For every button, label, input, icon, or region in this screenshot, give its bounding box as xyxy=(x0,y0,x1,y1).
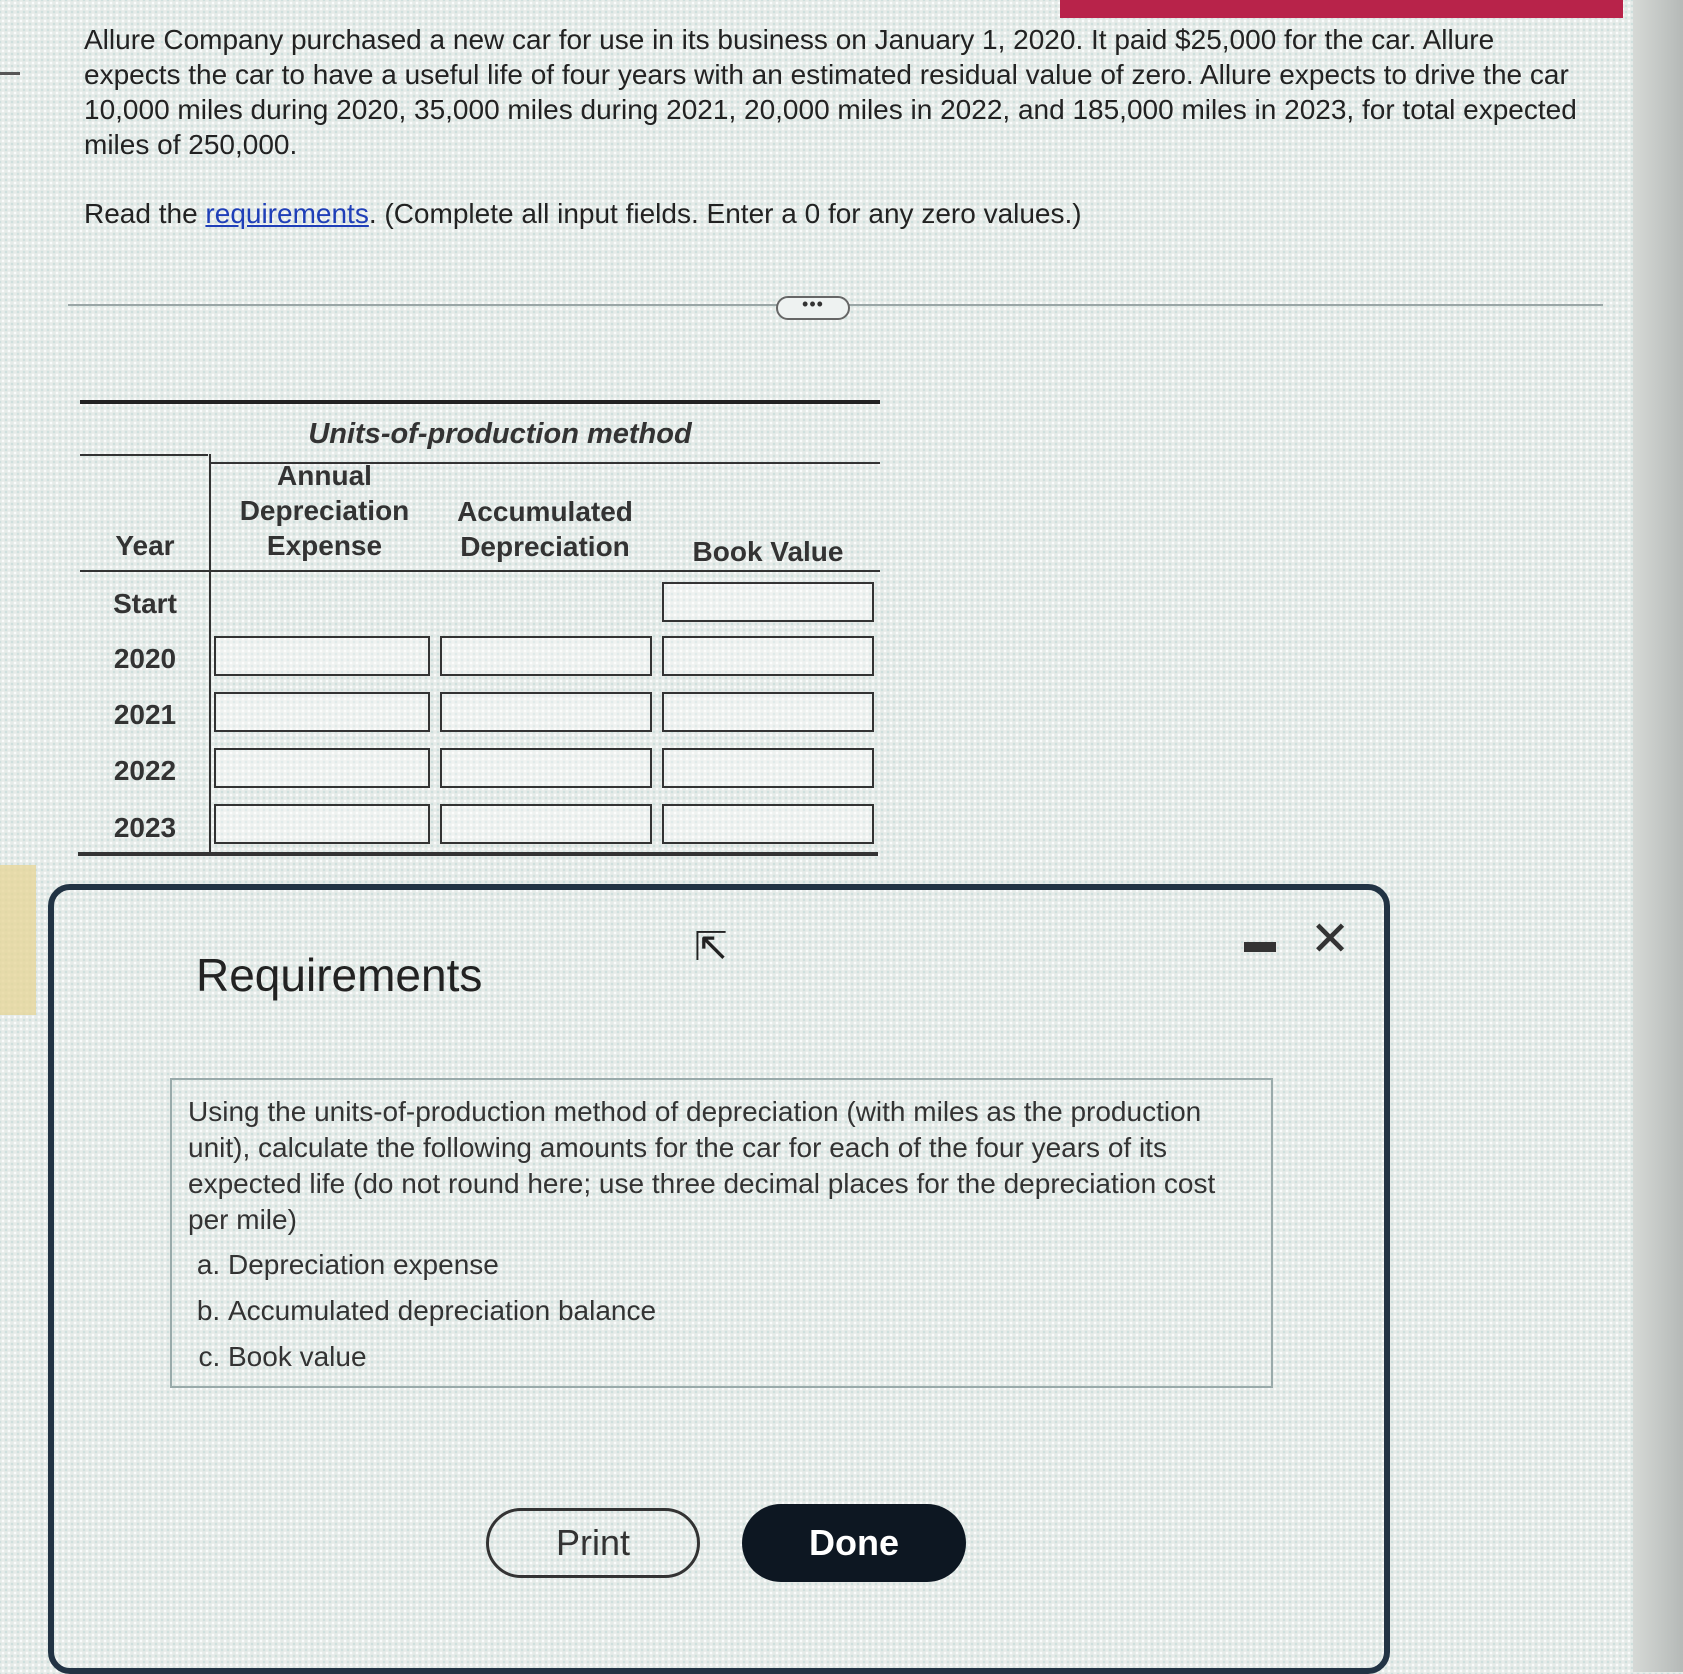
problem-statement: Allure Company purchased a new car for use in its business on January 1, 2020. It paid $25,000 for the car. Allure expects the car to have a useful life of four years with an estimated residual value of zero. Allure expects to drive the car 10,000 miles during 2020, 35,000 miles during 2021, 20,000 miles in 2022, and 185,000 miles in 2023, for total expected miles of 250,000. xyxy=(84,24,1577,160)
annual-depreciation-2022-input[interactable] xyxy=(214,748,430,788)
left-highlight-strip xyxy=(0,865,36,1015)
dialog-title: Requirements xyxy=(196,949,483,1001)
book-value-2022-input[interactable] xyxy=(662,748,874,788)
read-requirements-line xyxy=(84,196,1082,231)
book-value-2020-field[interactable] xyxy=(664,638,876,676)
row-label-2021: 2021 xyxy=(113,699,177,730)
table-top-rule xyxy=(80,400,880,404)
mouse-pointer-icon: ⇱ xyxy=(694,925,728,969)
read-suffix: . (Complete all input fields. Enter a 0 for any zero values.) xyxy=(368,198,1082,229)
requirements-list xyxy=(188,1242,1255,1380)
row-label-2020: 2020 xyxy=(113,643,177,674)
accumulated-depreciation-2020-field[interactable] xyxy=(442,638,654,676)
table-title: Units-of-production method xyxy=(308,418,692,450)
book-value-2023-input[interactable] xyxy=(662,804,874,844)
table-bottom-rule xyxy=(78,852,878,856)
accumulated-depreciation-2022-input[interactable] xyxy=(440,748,652,788)
year-column-separator xyxy=(209,454,211,856)
requirement-item: b. Accumulated depreciation balance xyxy=(228,1288,1255,1334)
accumulated-depreciation-2021-input[interactable] xyxy=(440,692,652,732)
screen-edge xyxy=(1633,0,1683,1672)
book-value-start-input[interactable] xyxy=(662,582,874,622)
left-margin-mark xyxy=(0,72,20,75)
header-book-value: Book Value xyxy=(692,536,844,567)
row-label-2023: 2023 xyxy=(113,812,177,843)
book-value-2022-field[interactable] xyxy=(664,750,876,788)
annual-depreciation-2023-input[interactable] xyxy=(214,804,430,844)
book-value-2020-input[interactable] xyxy=(662,636,874,676)
requirements-link[interactable]: requirements xyxy=(205,198,369,229)
requirement-item: c. Book value xyxy=(228,1334,1255,1380)
accumulated-depreciation-2021-field[interactable] xyxy=(442,694,654,732)
accumulated-depreciation-2023-field[interactable] xyxy=(442,806,654,844)
book-value-2021-input[interactable] xyxy=(662,692,874,732)
book-value-start-field[interactable] xyxy=(664,584,876,622)
annual-depreciation-2021-input[interactable] xyxy=(214,692,430,732)
read-prefix: Read the xyxy=(84,198,206,229)
book-value-2021-field[interactable] xyxy=(664,694,876,732)
accumulated-depreciation-2023-input[interactable] xyxy=(440,804,652,844)
row-label-start: Start xyxy=(113,588,177,619)
requirements-intro: Using the units-of-production method of depreciation (with miles as the production unit), calculate the following amounts for the car for each of the four years of its expected life (do not round here; use three decimal places for the depreciation cost per mile) xyxy=(188,1096,1216,1235)
accumulated-depreciation-2022-field[interactable] xyxy=(442,750,654,788)
annual-depreciation-2022-field[interactable] xyxy=(216,750,432,788)
book-value-2023-field[interactable] xyxy=(664,806,876,844)
accumulated-depreciation-2020-input[interactable] xyxy=(440,636,652,676)
header-accumulated-depreciation: Accumulated Depreciation xyxy=(457,496,633,562)
print-button[interactable]: Print xyxy=(486,1508,700,1578)
header-bottom-rule xyxy=(80,570,880,572)
done-button[interactable]: Done xyxy=(742,1504,966,1582)
close-icon[interactable]: ✕ xyxy=(1310,913,1351,966)
top-accent-bar xyxy=(1060,0,1623,18)
header-annual-depreciation: Annual Depreciation Expense xyxy=(239,460,410,561)
annual-depreciation-2023-field[interactable] xyxy=(216,806,432,844)
annual-depreciation-2020-field[interactable] xyxy=(216,638,432,676)
minimize-icon[interactable] xyxy=(1244,942,1276,952)
annual-depreciation-2021-field[interactable] xyxy=(216,694,432,732)
annual-depreciation-2020-input[interactable] xyxy=(214,636,430,676)
more-options-button[interactable]: ••• xyxy=(776,296,850,320)
requirement-item: a. Depreciation expense xyxy=(228,1242,1255,1288)
row-label-2022: 2022 xyxy=(113,755,177,786)
year-header-top-line xyxy=(80,454,208,456)
header-year: Year xyxy=(115,530,175,561)
requirements-box xyxy=(170,1078,1273,1388)
